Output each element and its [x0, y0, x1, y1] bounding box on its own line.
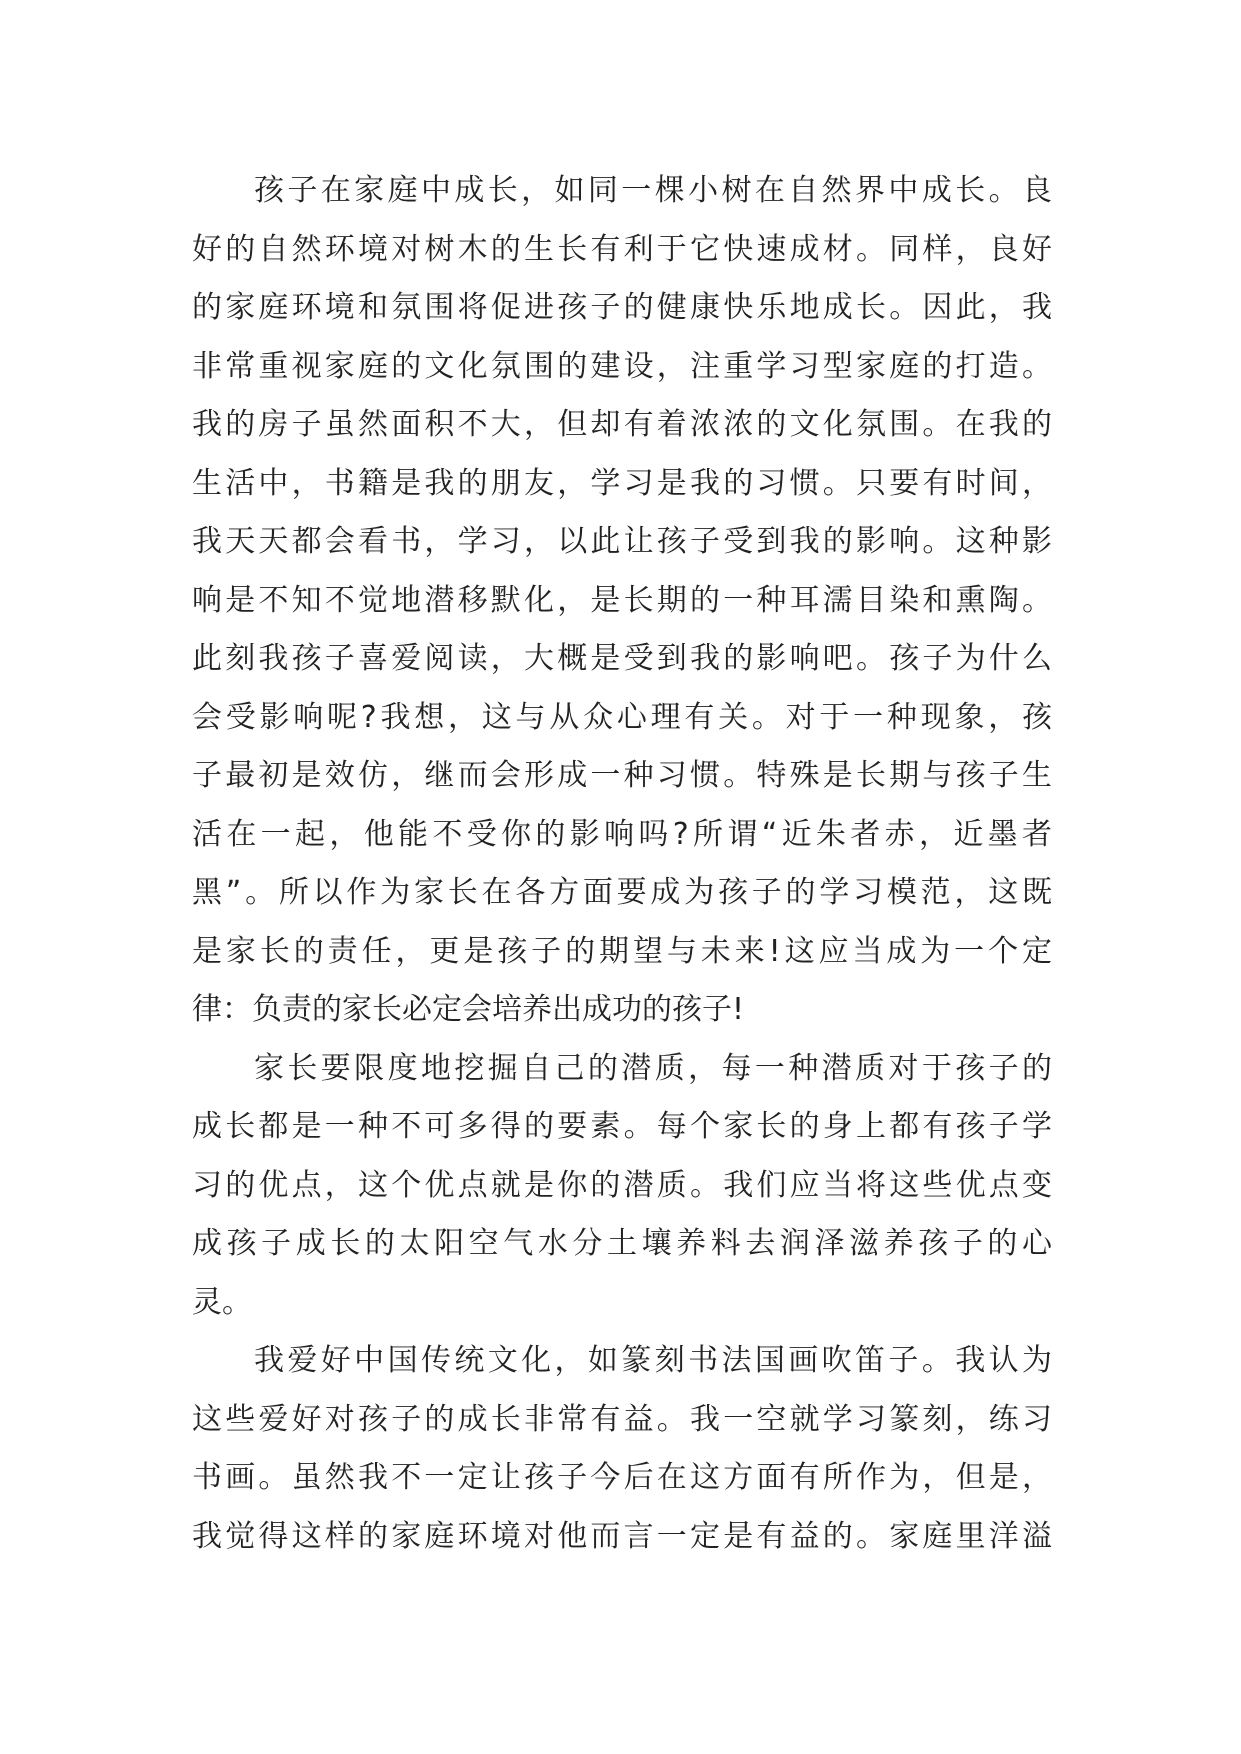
text-line: 成长都是一种不可多得的要素。每个家长的身上都有孩子学	[192, 1109, 1052, 1144]
text-line: 生活中，书籍是我的朋友，学习是我的习惯。只要有时间，	[192, 465, 1052, 501]
text-line: 我觉得这样的家庭环境对他而言一定是有益的。家庭里洋溢	[192, 1518, 1052, 1554]
document-body	[192, 162, 1052, 1566]
text-line: 黑”。所以作为家长在各方面要成为孩子的学习模范，这既	[192, 875, 1052, 910]
text-line: 非常重视家庭的文化氛围的建设，注重学习型家庭的打造。	[192, 348, 1052, 384]
text-line: 子最初是效仿，继而会形成一种习惯。特殊是长期与孩子生	[192, 758, 1052, 793]
text-line: 我的房子虽然面积不大，但却有着浓浓的文化氛围。在我的	[192, 407, 1052, 442]
text-line: 活在一起，他能不受你的影响吗?所谓“近朱者赤，近墨者	[192, 816, 1052, 852]
paragraph-2	[192, 1040, 1052, 1333]
paragraph-3	[192, 1332, 1052, 1566]
text-line: 成孩子成长的太阳空气水分土壤养料去润泽滋养孩子的心	[192, 1226, 1052, 1261]
text-line: 我天天都会看书，学习，以此让孩子受到我的影响。这种影	[192, 524, 1052, 559]
text-line: 家长要限度地挖掘自己的潜质，每一种潜质对于孩子的	[254, 1050, 1052, 1086]
text-line: 好的自然环境对树木的生长有利于它快速成材。同样，良好	[192, 231, 1052, 267]
text-line: 此刻我孩子喜爱阅读，大概是受到我的影响吧。孩子为什么	[192, 641, 1052, 676]
text-line: 是家长的责任，更是孩子的期望与未来!这应当成为一个定	[192, 933, 1052, 969]
text-line: 书画。虽然我不一定让孩子今后在这方面有所作为，但是，	[192, 1460, 1052, 1495]
text-line: 响是不知不觉地潜移默化，是长期的一种耳濡目染和熏陶。	[192, 582, 1052, 618]
text-line: 律：负责的家长必定会培养出成功的孩子!	[192, 992, 745, 1027]
text-line: 习的优点，这个优点就是你的潜质。我们应当将这些优点变	[192, 1167, 1052, 1203]
text-line: 我爱好中国传统文化，如篆刻书法国画吹笛子。我认为	[254, 1343, 1052, 1378]
text-line: 孩子在家庭中成长，如同一棵小树在自然界中成长。良	[254, 173, 1052, 208]
text-line: 的家庭环境和氛围将促进孩子的健康快乐地成长。因此，我	[192, 290, 1052, 325]
text-line: 这些爱好对孩子的成长非常有益。我一空就学习篆刻，练习	[192, 1401, 1052, 1437]
text-line: 会受影响呢?我想，这与从众心理有关。对于一种现象，孩	[192, 699, 1052, 735]
paragraph-1	[192, 162, 1052, 1040]
text-line: 灵。	[192, 1284, 252, 1320]
